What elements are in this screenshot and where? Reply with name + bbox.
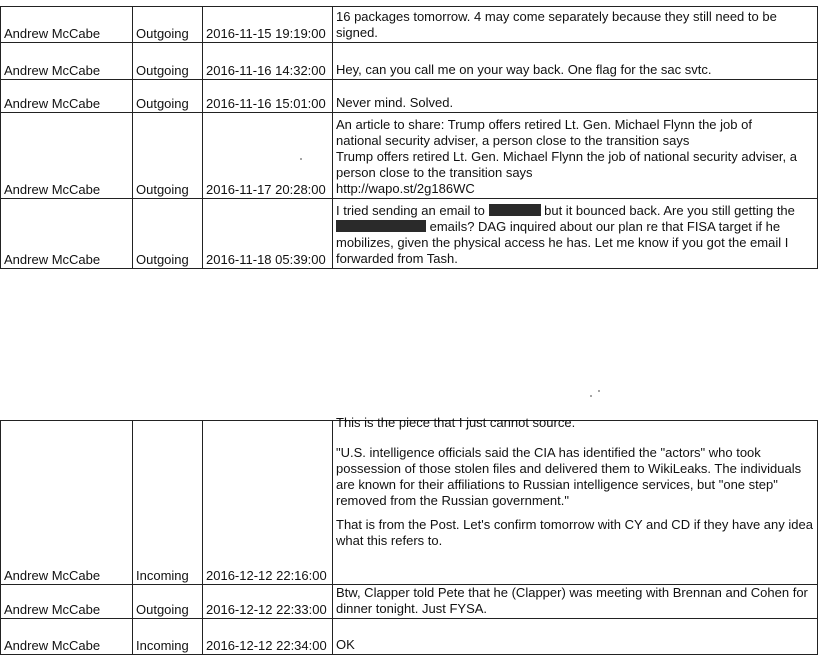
timestamp: 2016-11-15 19:19:00	[203, 7, 333, 43]
direction: Outgoing	[133, 80, 203, 113]
direction: Outgoing	[133, 7, 203, 43]
message-text: I tried sending an email to but it bounced back. Are you still getting the emails? DAG inquired about our plan re that FISA target if he mobilizes, given the physical access he has. Let me know if you got the email I forwarded from Tash.	[333, 199, 818, 269]
message-log-table-2	[0, 415, 818, 655]
message-text: 16 packages tomorrow. 4 may come separately because they still need to be signed.	[333, 7, 818, 43]
message-text: An article to share: Trump offers retired Lt. Gen. Michael Flynn the job of national security adviser, a person close to the transition says Trump offers retired Lt. Gen. Michael Flynn the job of national security adviser, a person close to the transition says http://wapo.st/2g186WC	[333, 113, 818, 199]
sender-name: Andrew McCabe	[1, 585, 133, 619]
timestamp: 2016-11-17 20:28:00	[203, 113, 333, 199]
message-text: Hey, can you call me on your way back. One flag for the sac svtc.	[333, 43, 818, 80]
table-row	[1, 585, 818, 619]
sender-name: Andrew McCabe	[1, 421, 133, 585]
sender-name: Andrew McCabe	[1, 7, 133, 43]
message-text: Never mind. Solved.	[333, 80, 818, 113]
sender-name: Andrew McCabe	[1, 199, 133, 269]
scan-speck	[300, 158, 302, 160]
timestamp: 2016-12-12 22:34:00	[203, 619, 333, 655]
table-row	[1, 7, 818, 43]
sender-name: Andrew McCabe	[1, 113, 133, 199]
message-text: OK	[333, 619, 818, 655]
cut-off-text: This is the piece that I just cannot source.	[336, 415, 576, 430]
timestamp: 2016-12-12 22:33:00	[203, 585, 333, 619]
table-row	[1, 421, 818, 585]
sender-name: Andrew McCabe	[1, 80, 133, 113]
table-row	[1, 199, 818, 269]
scan-speck	[598, 390, 600, 392]
direction: Outgoing	[133, 585, 203, 619]
direction: Incoming	[133, 619, 203, 655]
sender-name: Andrew McCabe	[1, 43, 133, 80]
message-log-table-1	[0, 6, 818, 269]
direction: Outgoing	[133, 43, 203, 80]
message-text: Btw, Clapper told Pete that he (Clapper) was meeting with Brennan and Cohen for dinner tonight. Just FYSA.	[333, 585, 818, 619]
scan-speck	[590, 395, 592, 397]
table-row	[1, 80, 818, 113]
direction: Outgoing	[133, 113, 203, 199]
direction: Outgoing	[133, 199, 203, 269]
direction: Incoming	[133, 421, 203, 585]
message-text: This is the piece that I just cannot source. "U.S. intelligence officials said the CIA has identified the "actors" who took possession of those stolen files and delivered them to WikiLeaks. The individuals are known for their affiliations to Russian intelligence services, but "one step" removed from the Russian government." That is from the Post. Let's confirm tomorrow with CY and CD if they have any idea what this refers to.	[333, 421, 818, 585]
timestamp: 2016-11-18 05:39:00	[203, 199, 333, 269]
table-row	[1, 619, 818, 655]
redaction-box	[489, 204, 541, 216]
timestamp: 2016-11-16 15:01:00	[203, 80, 333, 113]
timestamp: 2016-11-16 14:32:00	[203, 43, 333, 80]
redaction-box	[336, 220, 426, 232]
table-row	[1, 43, 818, 80]
sender-name: Andrew McCabe	[1, 619, 133, 655]
table-row	[1, 113, 818, 199]
timestamp: 2016-12-12 22:16:00	[203, 421, 333, 585]
